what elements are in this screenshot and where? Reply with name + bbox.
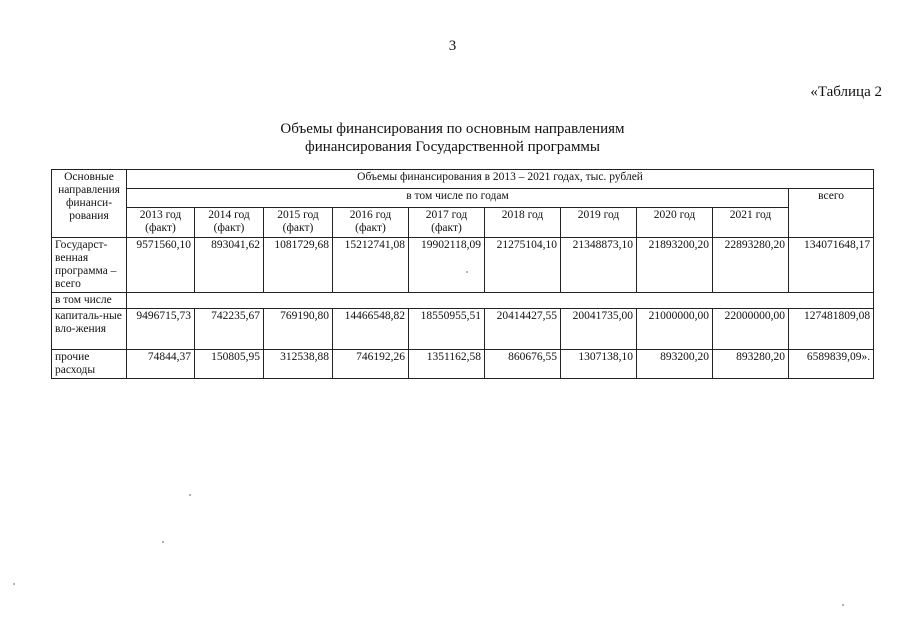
row-label-cell: капиталь-ные вло-жения	[52, 309, 127, 350]
value-cell: 746192,26	[333, 350, 409, 379]
financing-table	[51, 169, 874, 379]
value-cell: 9571560,10	[127, 238, 195, 293]
value-cell: 21893200,20	[637, 238, 713, 293]
total-header-cell: всего	[789, 189, 874, 238]
year-header-2020: 2020 год	[637, 208, 713, 238]
year-header-2015: 2015 год (факт)	[264, 208, 333, 238]
year-header-2013: 2013 год (факт)	[127, 208, 195, 238]
by-years-header-cell: в том числе по годам	[127, 189, 789, 208]
year-header-2019: 2019 год	[561, 208, 637, 238]
scan-speck	[842, 604, 844, 606]
value-cell: 21348873,10	[561, 238, 637, 293]
value-cell: 893280,20	[713, 350, 789, 379]
year-header-2017: 2017 год (факт)	[409, 208, 485, 238]
value-cell: 312538,88	[264, 350, 333, 379]
value-cell: 150805,95	[195, 350, 264, 379]
total-cell: 127481809,08	[789, 309, 874, 350]
table-row-gosprogramma	[52, 238, 874, 293]
corner-header-cell: Основные направления финанси-рования	[52, 170, 127, 238]
value-cell: 1307138,10	[561, 350, 637, 379]
scan-speck	[162, 541, 164, 543]
value-cell: 21275104,10	[485, 238, 561, 293]
value-cell: 22000000,00	[713, 309, 789, 350]
value-cell: 18550955,51	[409, 309, 485, 350]
value-cell: 9496715,73	[127, 309, 195, 350]
value-cell: 1081729,68	[264, 238, 333, 293]
table-label: «Таблица 2	[810, 84, 882, 100]
document-title	[0, 120, 905, 156]
value-cell: 15212741,08	[333, 238, 409, 293]
including-label-cell: в том числе	[52, 293, 127, 309]
value-cell: 22893280,20	[713, 238, 789, 293]
page-number: 3	[448, 38, 457, 54]
main-header-cell: Объемы финансирования в 2013 – 2021 годах, тыс. рублей	[127, 170, 874, 189]
year-header-2016: 2016 год (факт)	[333, 208, 409, 238]
row-label-cell: прочие расходы	[52, 350, 127, 379]
value-cell: 20041735,00	[561, 309, 637, 350]
value-cell: 893200,20	[637, 350, 713, 379]
table-row-other	[52, 350, 874, 379]
value-cell: 21000000,00	[637, 309, 713, 350]
scan-speck	[189, 494, 191, 496]
total-cell: 134071648,17	[789, 238, 874, 293]
including-empty-cell	[127, 293, 874, 309]
title-line-1: Объемы финансирования по основным направлениям	[280, 121, 625, 137]
value-cell: 20414427,55	[485, 309, 561, 350]
value-cell: 14466548,82	[333, 309, 409, 350]
title-line-2: финансирования Государственной программы	[304, 139, 601, 155]
scan-speck	[13, 583, 15, 585]
table-row-including	[52, 293, 874, 309]
table-row-capital	[52, 309, 874, 350]
row-label-cell: Государст-венная программа – всего	[52, 238, 127, 293]
total-cell: 6589839,09».	[789, 350, 874, 379]
value-cell: 769190,80	[264, 309, 333, 350]
year-header-2021: 2021 год	[713, 208, 789, 238]
value-cell: 1351162,58	[409, 350, 485, 379]
scan-speck	[466, 271, 468, 273]
value-cell: 860676,55	[485, 350, 561, 379]
year-header-2014: 2014 год (факт)	[195, 208, 264, 238]
value-cell: 742235,67	[195, 309, 264, 350]
value-cell: 74844,37	[127, 350, 195, 379]
value-cell: 19902118,09	[409, 238, 485, 293]
year-header-2018: 2018 год	[485, 208, 561, 238]
value-cell: 893041,62	[195, 238, 264, 293]
